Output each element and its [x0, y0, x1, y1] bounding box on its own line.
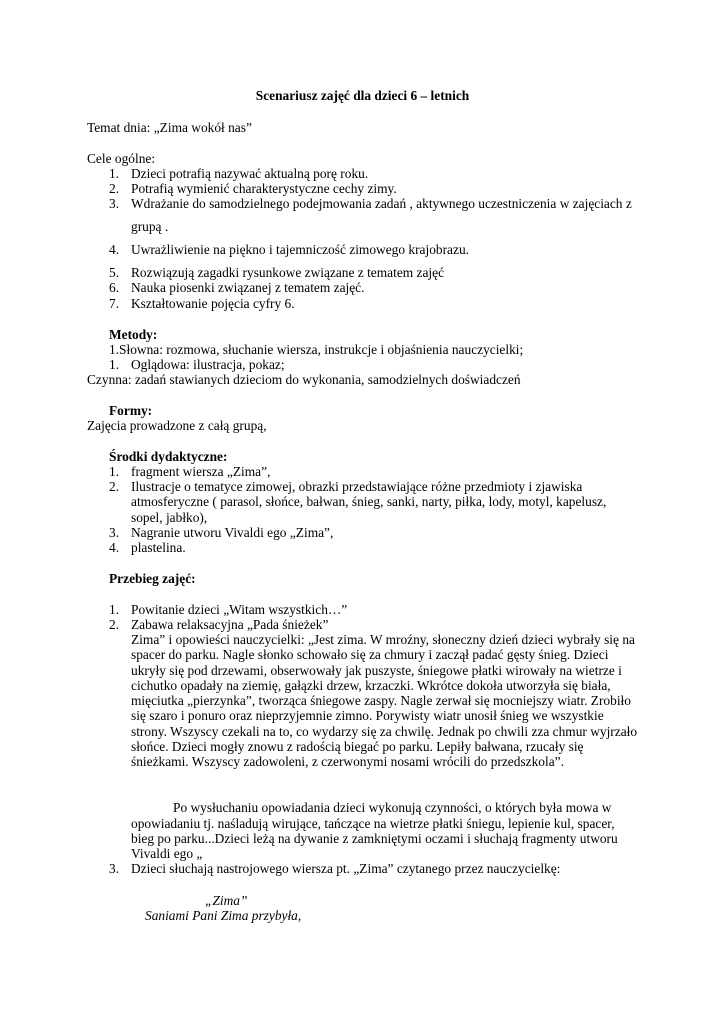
list-number: 3.: [109, 861, 120, 876]
story-line: się szaro i ponuro oraz nieprzyjemnie zimno. Porywisty wiatr unosił śnieg we wszystkie: [131, 708, 604, 723]
methods-line: 1.Słowna: rozmowa, słuchanie wiersza, instrukcje i objaśnienia nauczycielki;: [109, 342, 524, 357]
list-item: fragment wiersza „Zima”,: [131, 464, 271, 479]
list-item: Wdrażanie do samodzielnego podejmowania zadań , aktywnego uczestniczenia w zajęciach z: [131, 196, 632, 211]
course-heading: Przebieg zajęć:: [109, 571, 196, 586]
story-line: spacer do parku. Nagle słonko schowało się za chmury i zaczął padać gęsty śnieg. Dzieci: [131, 647, 609, 662]
list-item: Nauka piosenki związanej z tematem zajęć.: [131, 280, 365, 295]
story-line: Zima” i opowieści nauczycielki: „Jest zima. W mroźny, słoneczny dzień dzieci wybrały się na: [131, 632, 635, 647]
methods-line: Czynna: zadań stawianych dzieciom do wykonania, samodzielnych doświadczeń: [87, 372, 521, 387]
list-item-continuation: grupą .: [131, 219, 169, 234]
list-number: 2.: [109, 479, 120, 494]
list-item: Ilustracje o tematyce zimowej, obrazki przedstawiające różne przedmioty i zjawiska: [131, 479, 583, 494]
list-number: 3.: [109, 196, 120, 211]
list-item: Rozwiązują zagadki rysunkowe związane z tematem zajęć: [131, 265, 445, 280]
story-line: ukryły się pod drzewami, obserwowały jak puszyste, śniegowe płatki wirowały na wietrze i: [131, 663, 622, 678]
story-line: strony. Wszyscy czekali na to, co wydarzy się za chwilę. Jednak po chwili zza chmur wyjrzało: [131, 724, 638, 739]
list-item: Dzieci potrafią nazywać aktualną porę roku.: [131, 166, 369, 181]
list-number: 1.: [109, 357, 120, 372]
story-line: śnieżkami. Wszyscy zadowoleni, z czerwonymi nosami wrócili do przedszkola”.: [131, 754, 564, 769]
list-number: 3.: [109, 525, 120, 540]
list-item-continuation: atmosferyczne ( parasol, słońce, bałwan, śnieg, sanki, narty, piłka, lody, motyl, kapelusz,: [131, 494, 607, 509]
poem-line: Saniami Pani Zima przybyła,: [145, 908, 302, 923]
list-number: 7.: [109, 296, 120, 311]
story-line: Zabawa relaksacyjna „Pada śnieżek”: [131, 617, 329, 632]
list-item-continuation: sopel, jabłko),: [131, 510, 208, 525]
paragraph-line: Vivaldi ego „: [131, 846, 203, 861]
list-number: 4.: [109, 242, 120, 257]
list-item: Nagranie utworu Vivaldi ego „Zima”,: [131, 525, 334, 540]
document-title: Scenariusz zajęć dla dzieci 6 – letnich: [255, 88, 470, 103]
list-number: 1.: [109, 602, 120, 617]
methods-line: Oglądowa: ilustracja, pokaz;: [131, 357, 285, 372]
forms-line: Zajęcia prowadzone z całą grupą,: [87, 418, 267, 433]
story-line: mięciutka „pierzynka”, tworząca śniegowe zaspy. Nagle zerwał się mocniejszy wiatr. Zrobiło: [131, 693, 631, 708]
means-heading: Środki dydaktyczne:: [109, 449, 228, 464]
forms-heading: Formy:: [109, 403, 153, 418]
goals-heading: Cele ogólne:: [87, 151, 156, 166]
paragraph-line: Po wysłuchaniu opowiadania dzieci wykonują czynności, o których była mowa w: [173, 800, 612, 815]
list-number: 1.: [109, 166, 120, 181]
list-item: Potrafią wymienić charakterystyczne cechy zimy.: [131, 181, 397, 196]
poem-title: „Zima”: [205, 893, 248, 908]
list-item: plastelina.: [131, 540, 186, 555]
story-line: słońce. Dzieci mogły znowu z radością biegać po parku. Lepiły bałwana, rzucały się: [131, 739, 584, 754]
list-number: 2.: [109, 181, 120, 196]
methods-heading: Metody:: [109, 327, 158, 342]
course-item: Powitanie dzieci „Witam wszystkich…”: [131, 602, 348, 617]
paragraph-line: opowiadaniu tj. naśladują wirujące, tańczące na wietrze płatki śniegu, lepienie kul, spacer,: [131, 816, 615, 831]
list-number: 4.: [109, 540, 120, 555]
list-number: 6.: [109, 280, 120, 295]
list-number: 1.: [109, 464, 120, 479]
course-item: Dzieci słuchają nastrojowego wiersza pt. „Zima” czytanego przez nauczycielkę:: [131, 861, 561, 876]
list-number: 5.: [109, 265, 120, 280]
story-line: cichutko opadały na ziemię, gałązki drzew, krzaczki. Wkrótce dokoła utworzyła się biała,: [131, 678, 611, 693]
paragraph-line: bieg po parku...Dzieci leżą na dywanie z zamkniętymi oczami i słuchają fragmenty utworu: [131, 831, 618, 846]
topic-line: Temat dnia: „Zima wokół nas”: [87, 120, 252, 135]
list-item: Uwrażliwienie na piękno i tajemniczość zimowego krajobrazu.: [131, 242, 469, 257]
list-item: Kształtowanie pojęcia cyfry 6.: [131, 296, 295, 311]
list-number: 2.: [109, 617, 120, 632]
